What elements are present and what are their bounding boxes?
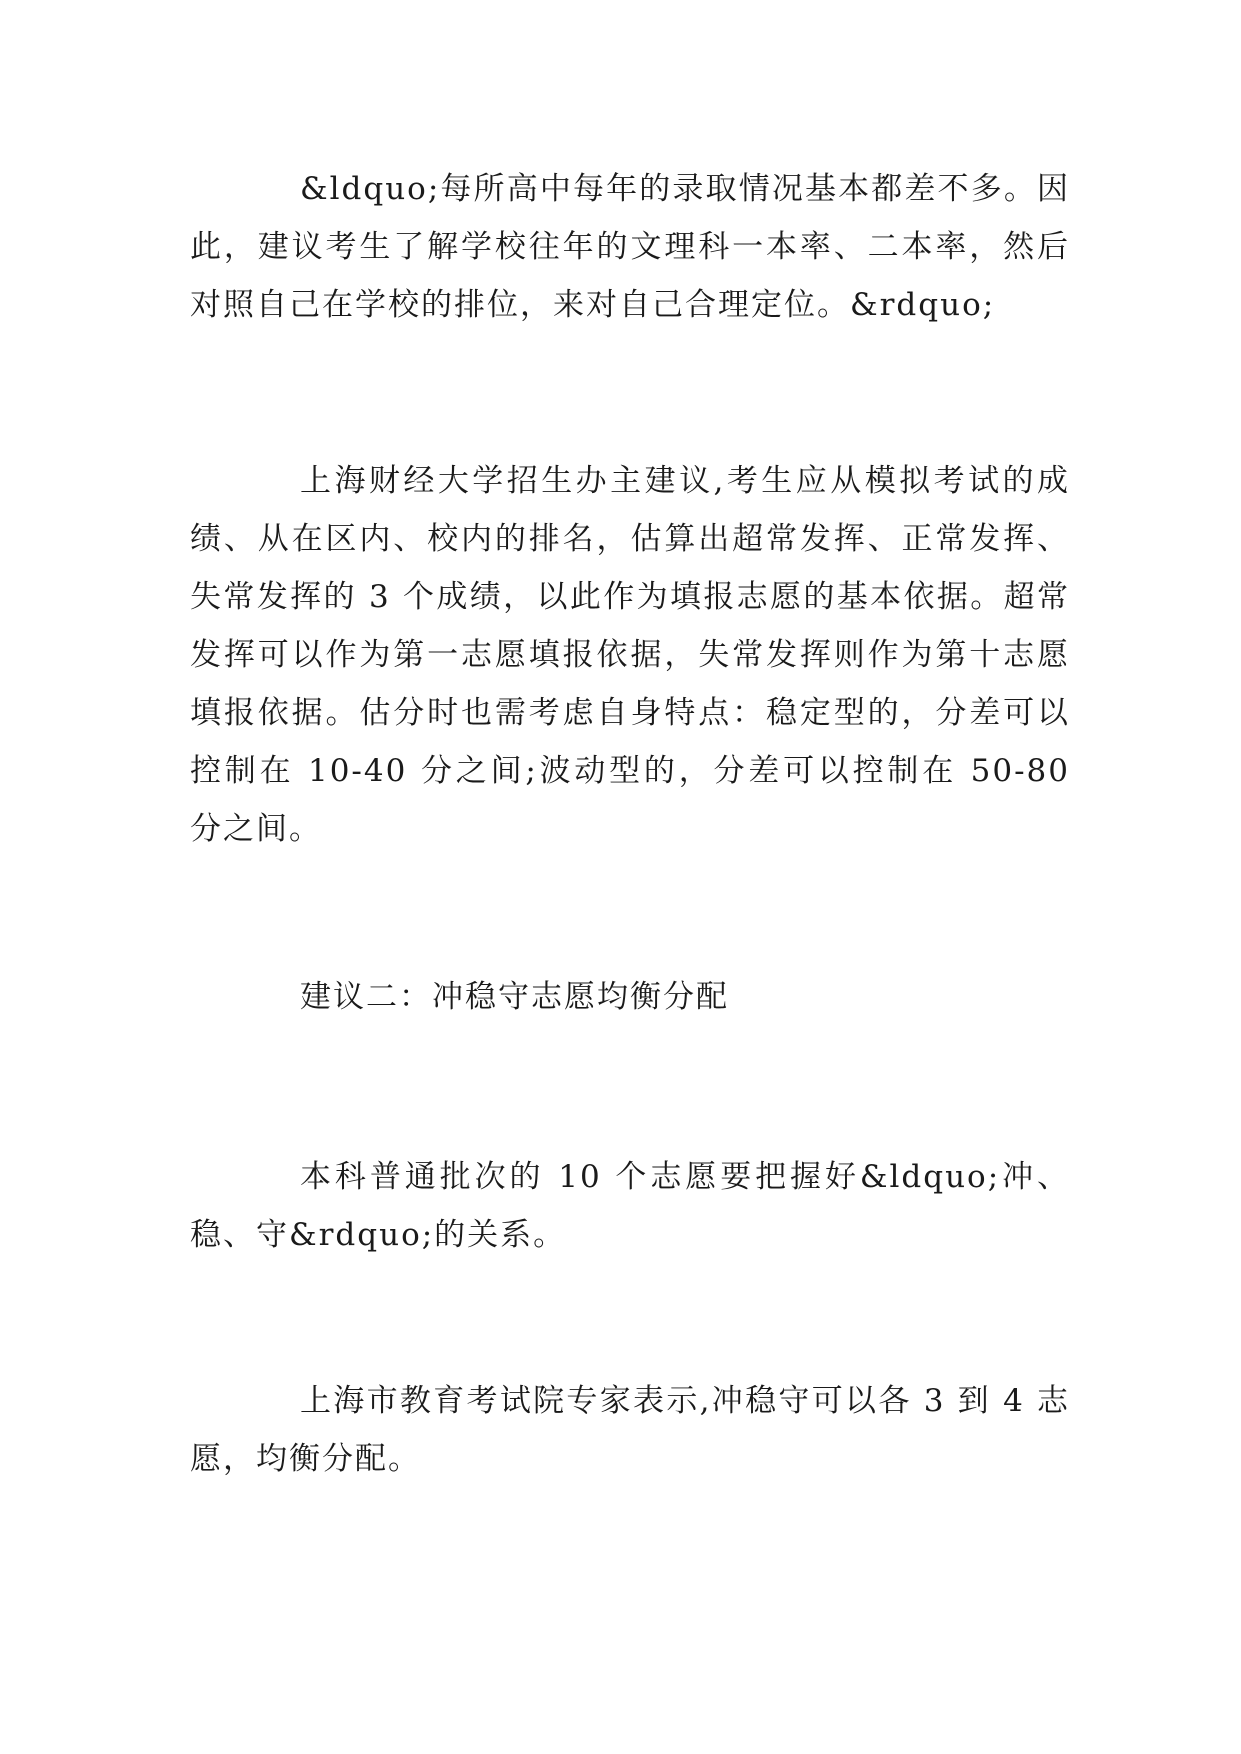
paragraph-ten-choices: 本科普通批次的 10 个志愿要把握好&ldquo;冲、稳、守&rdquo;的关系。 (190, 1159, 1070, 1253)
paragraph-score-estimation: 上海财经大学招生办主建议,考生应从模拟考试的成绩、从在区内、校内的排名，估算出超常发挥、正常发挥、失常发挥的 3 个成绩，以此作为填报志愿的基本依据。超常发挥可以作为第一志愿填报依据，失常发挥则作为第十志愿填报依据。估分时也需考虑自身特点：稳定型的，分差可以控制在 10-40 分之间;波动型的，分差可以控制在 50-80 分之间。 (190, 463, 1082, 847)
section-heading-suggestion-two: 建议二：冲稳守志愿均衡分配 (300, 979, 729, 1015)
paragraph-expert-advice: 上海市教育考试院专家表示,冲稳守可以各 3 到 4 志愿，均衡分配。 (190, 1383, 1070, 1477)
paragraph-admission-positioning: &ldquo;每所高中每年的录取情况基本都差不多。因此，建议考生了解学校往年的文理科一本率、二本率，然后对照自己在学校的排位，来对自己合理定位。&rdquo; (190, 171, 1070, 323)
